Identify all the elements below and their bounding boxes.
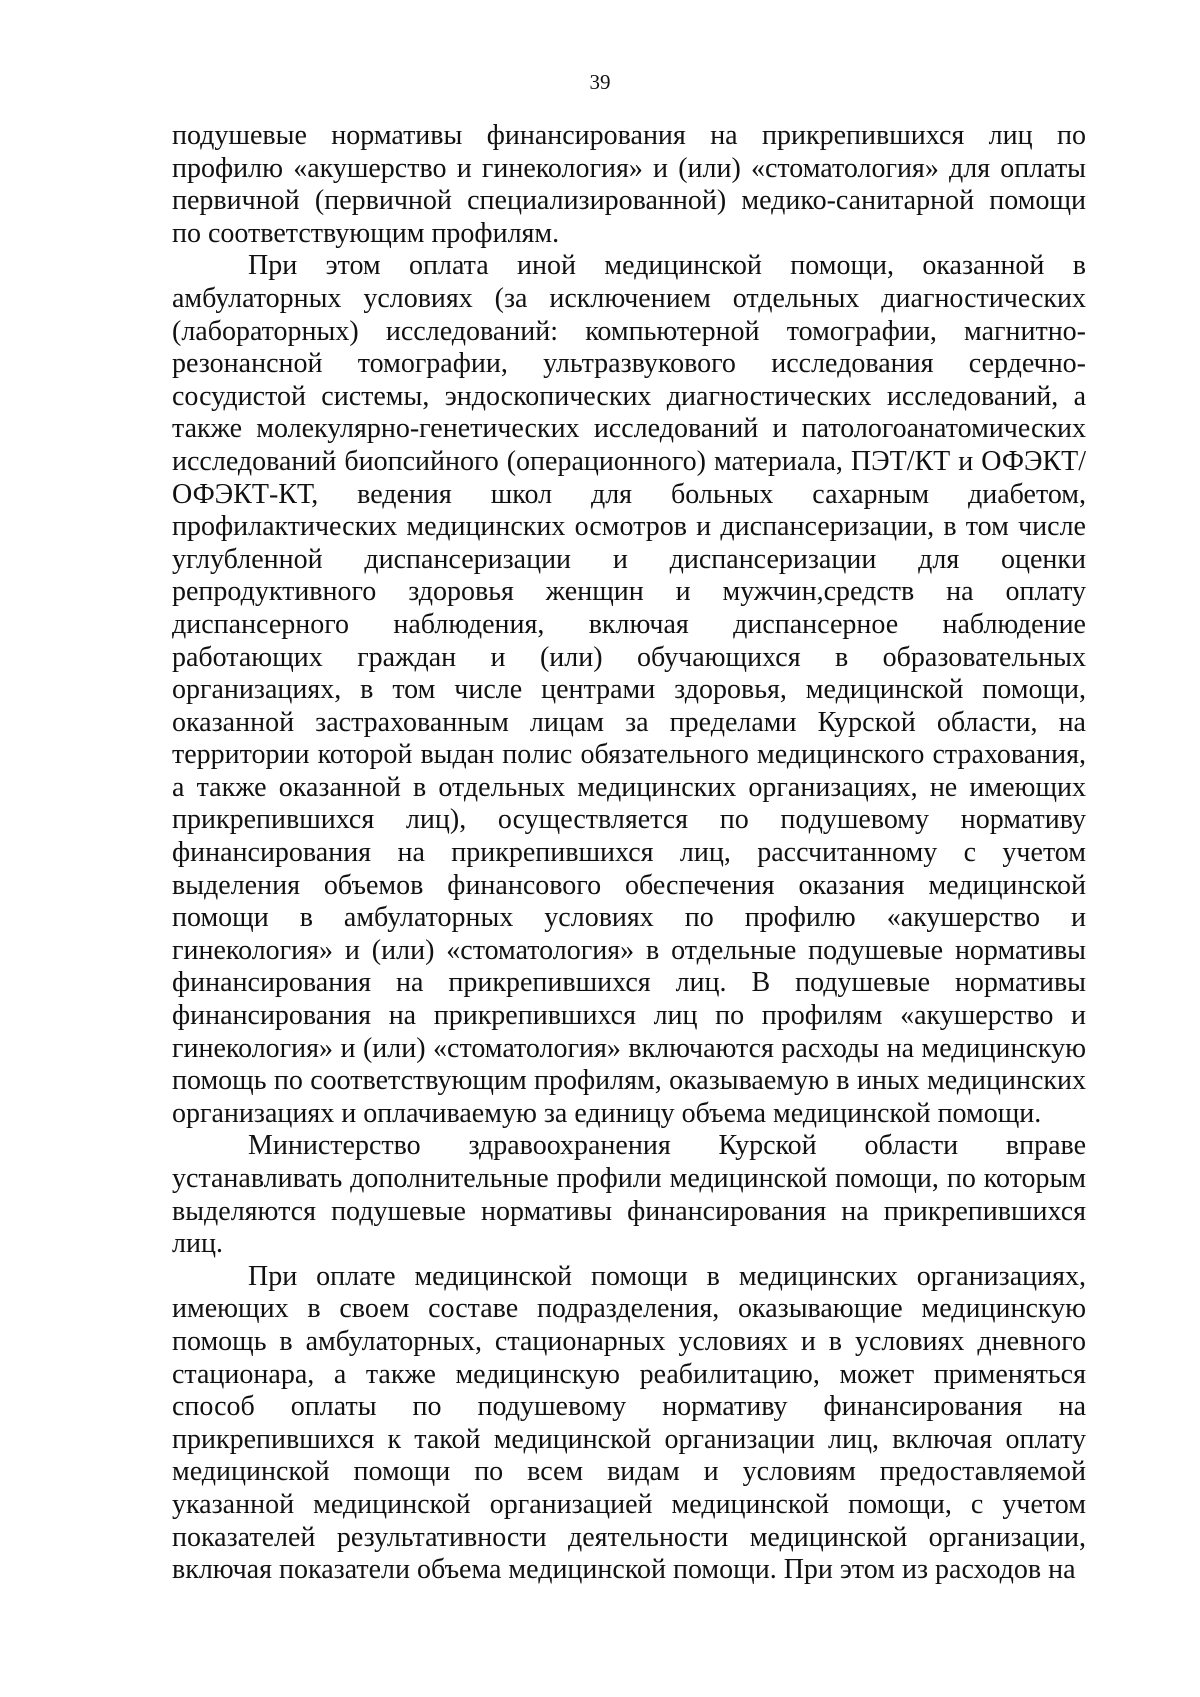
paragraph: подушевые нормативы финансирования на прикрепившихся лиц по профилю «акушерство и гинекология» и (или) «стоматология» для оплаты первичной (первичной специализированной) медико-санитарной помощи по соответствующим профилям. <box>172 120 1086 249</box>
page-number: 39 <box>589 70 611 94</box>
paragraph: При оплате медицинской помощи в медицинских организациях, имеющих в своем составе подразделения, оказывающие медицинскую помощь в амбулаторных, стационарных условиях и в условиях дневного стационара, а также медицинскую реабилитацию, может применяться способ оплаты по подушевому нормативу финансирования на прикрепившихся к такой медицинской организации лиц, включая оплату медицинской помощи по всем видам и условиям предоставляемой указанной медицинской организацией медицинской помощи, с учетом показателей результативности деятельности медицинской организации, включая показатели объема медицинской помощи. При этом из расходов на <box>172 1260 1086 1586</box>
body-text <box>172 120 1086 1587</box>
paragraph: При этом оплата иной медицинской помощи, оказанной в амбулаторных условиях (за исключением отдельных диагностических (лабораторных) исследований: компьютерной томографии, магнитно-резонансной томографии, ультразвукового исследования сердечно-сосудистой системы, эндоскопических диагностических исследований, а также молекулярно-генетических исследований и патологоанатомических исследований биопсийного (операционного) материала, ПЭТ/КТ и ОФЭКТ/ОФЭКТ-КТ, ведения школ для больных сахарным диабетом, профилактических медицинских осмотров и диспансеризации, в том числе углубленной диспансеризации и диспансеризации для оценки репродуктивного здоровья женщин и мужчин,средств на оплату диспансерного наблюдения, включая диспансерное наблюдение работающих граждан и (или) обучающихся в образовательных организациях, в том числе центрами здоровья, медицинской помощи, оказанной застрахованным лицам за пределами Курской области, на территории которой выдан полис обязательного медицинского страхования, а также оказанной в отдельных медицинских организациях, не имеющих прикрепившихся лиц), осуществляется по подушевому нормативу финансирования на прикрепившихся лиц, рассчитанному с учетом выделения объемов финансового обеспечения оказания медицинской помощи в амбулаторных условиях по профилю «акушерство и гинекология» и (или) «стоматология» в отдельные подушевые нормативы финансирования на прикрепившихся лиц. В подушевые нормативы финансирования на прикрепившихся лиц по профилям «акушерство и гинекология» и (или) «стоматология» включаются расходы на медицинскую помощь по соответствующим профилям, оказываемую в иных медицинских организациях и оплачиваемую за единицу объема медицинской помощи. <box>172 250 1086 1129</box>
paragraph: Министерство здравоохранения Курской области вправе устанавливать дополнительные профили медицинской помощи, по которым выделяются подушевые нормативы финансирования на прикрепившихся лиц. <box>172 1130 1086 1260</box>
